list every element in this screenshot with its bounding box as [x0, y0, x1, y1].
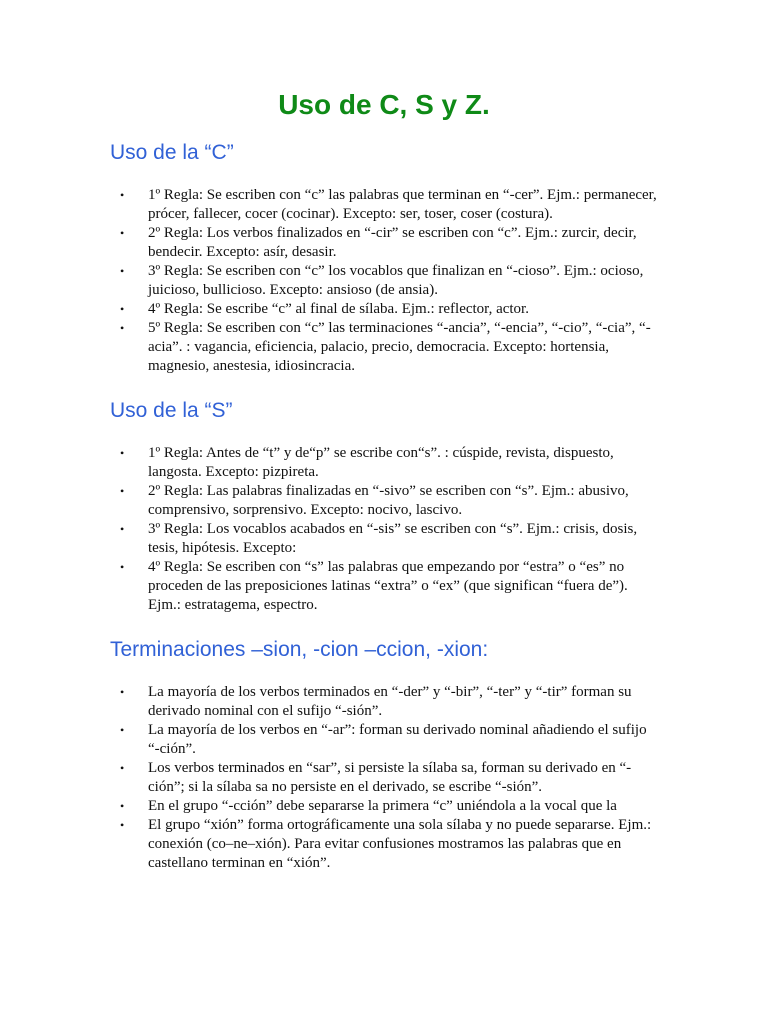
bullet-icon: • [120, 723, 125, 737]
list-item [120, 759, 658, 797]
section-terminaciones [110, 637, 658, 873]
bullet-icon: • [120, 685, 125, 699]
bullet-icon: • [120, 522, 125, 536]
list-item-text: 4º Regla: Se escribe “c” al final de sílaba. Ejm.: reflector, actor. [148, 301, 529, 317]
section-uso-s [110, 398, 658, 615]
list-item-text: 1º Regla: Antes de “t” y de“p” se escribe con“s”. : cúspide, revista, dispuesto, langosta. Excepto: pizpireta. [148, 445, 614, 480]
section-heading: Terminaciones –sion, -cion –ccion, -xion: [110, 638, 489, 661]
list-item [120, 816, 658, 873]
list-item [120, 721, 658, 759]
list-item-text: 2º Regla: Los verbos finalizados en “-cir” se escriben con “c”. Ejm.: zurcir, decir, bendecir. Excepto: asír, desasir. [148, 225, 637, 260]
bullet-icon: • [120, 226, 125, 240]
list-item-text: 3º Regla: Se escriben con “c” los vocablos que finalizan en “-cioso”. Ejm.: ocioso, juicioso, bullicioso. Excepto: ansioso (de ansia). [148, 263, 644, 298]
list-item-text: Los verbos terminados en “sar”, si persiste la sílaba sa, forman su derivado en “-ción”; si la sílaba sa no persiste en el derivado, se escribe “-sión”. [148, 760, 632, 795]
list-item [120, 558, 658, 615]
list-item-text: 5º Regla: Se escriben con “c” las terminaciones “-ancia”, “-encia”, “-cio”, “-cia”, “-acia”. : vagancia, eficiencia, palacio, precio, democracia. Excepto: hortensia, magnesio, anestesia, idiosincracia. [148, 320, 651, 374]
list-item-text: 1º Regla: Se escriben con “c” las palabras que terminan en “-cer”. Ejm.: permanecer, prócer, fallecer, cocer (cocinar). Excepto: ser, toser, coser (costura). [148, 187, 657, 222]
list-item [120, 444, 658, 482]
list-item [120, 224, 658, 262]
list-item-text: 2º Regla: Las palabras finalizadas en “-sivo” se escriben con “s”. Ejm.: abusivo, comprensivo, sorprensivo. Excepto: nocivo, lascivo. [148, 483, 629, 518]
rules-list [110, 683, 658, 873]
bullet-icon: • [120, 484, 125, 498]
bullet-icon: • [120, 560, 125, 574]
list-item [120, 683, 658, 721]
bullet-icon: • [120, 188, 125, 202]
page-title: Uso de C, S y Z. [278, 89, 490, 120]
bullet-icon: • [120, 818, 125, 832]
list-item-text: La mayoría de los verbos en “-ar”: forman su derivado nominal añadiendo el sufijo “-ción”. [148, 722, 647, 757]
rules-list [110, 444, 658, 615]
list-item [120, 262, 658, 300]
bullet-icon: • [120, 446, 125, 460]
bullet-icon: • [120, 799, 125, 813]
section-uso-c [110, 140, 658, 376]
list-item [120, 300, 658, 319]
bullet-icon: • [120, 321, 125, 335]
section-heading: Uso de la “S” [110, 399, 233, 422]
bullet-icon: • [120, 761, 125, 775]
list-item [120, 319, 658, 376]
bullet-icon: • [120, 302, 125, 316]
section-heading: Uso de la “C” [110, 141, 234, 164]
list-item [120, 797, 658, 816]
list-item-text: 4º Regla: Se escriben con “s” las palabras que empezando por “estra” o “es” no proceden de las preposiciones latinas “extra” o “ex” (que significan “fuera de”). Ejm.: estratagema, espectro. [148, 559, 628, 613]
bullet-icon: • [120, 264, 125, 278]
list-item-text: La mayoría de los verbos terminados en “-der” y “-bir”, “-ter” y “-tir” forman su derivado nominal con el sufijo “-sión”. [148, 684, 632, 719]
list-item-text: El grupo “xión” forma ortográficamente una sola sílaba y no puede separarse. Ejm.: conexión (co–ne–xión). Para evitar confusiones mostramos las palabras que en castellano terminan en “xión”. [148, 817, 652, 871]
list-item-text: 3º Regla: Los vocablos acabados en “-sis” se escriben con “s”. Ejm.: crisis, dosis, tesis, hipótesis. Excepto: [148, 521, 638, 556]
list-item [120, 482, 658, 520]
rules-list [110, 186, 658, 376]
list-item-text: En el grupo “-cción” debe separarse la primera “c” uniéndola a la vocal que la [148, 798, 617, 814]
list-item [120, 520, 658, 558]
list-item [120, 186, 658, 224]
